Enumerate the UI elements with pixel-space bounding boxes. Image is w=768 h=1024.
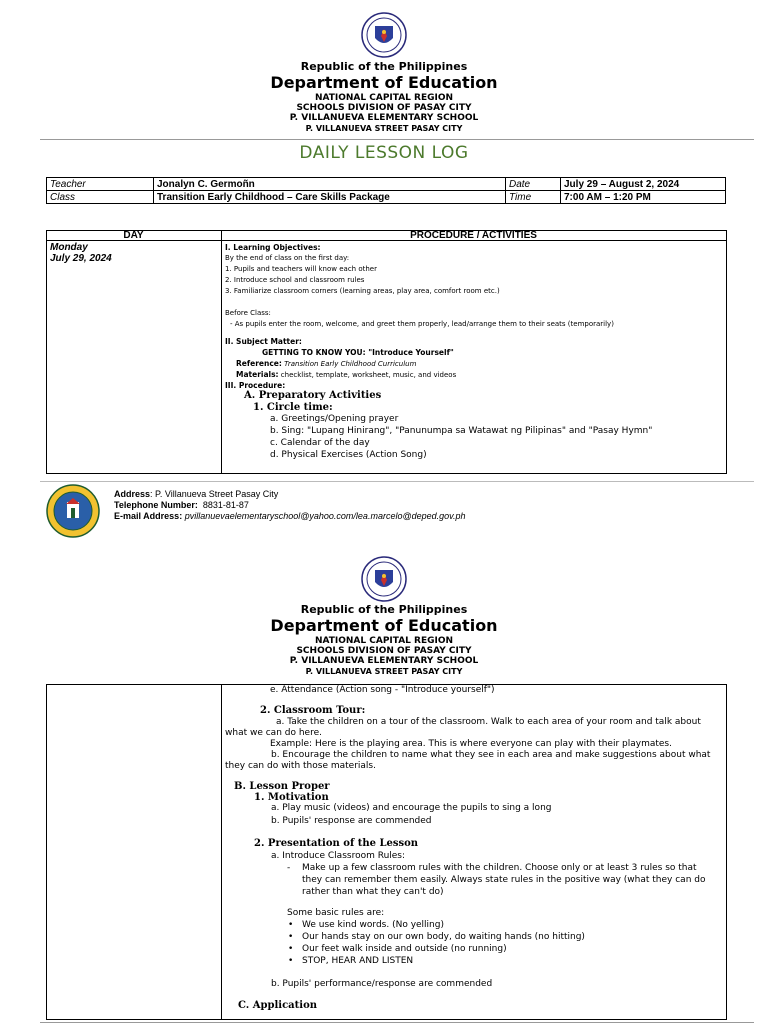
objective-2: 2. Introduce school and classroom rules — [225, 276, 365, 284]
date-value: July 29 – August 2, 2024 — [561, 178, 726, 191]
classroom-tour-title: 2. Classroom Tour: — [260, 705, 366, 716]
header-school-p2: P. VILLANUEVA ELEMENTARY SCHOOL — [289, 656, 479, 666]
bullet-icon: • — [288, 932, 294, 942]
phone-label: Telephone Number: — [114, 500, 198, 510]
deped-seal-icon — [361, 556, 407, 602]
bullet-icon: • — [288, 920, 294, 930]
tour-b-line1: b. Encourage the children to name what they see in each area and make suggestions about what — [271, 750, 711, 760]
motivation-a: a. Play music (videos) and encourage the pupils to sing a long — [271, 803, 552, 813]
header-department: Department of Education — [270, 73, 498, 92]
address-value: : P. Villanueva Street Pasay City — [150, 489, 279, 499]
preparatory-title: A. Preparatory Activities — [244, 390, 382, 401]
column-divider-p2 — [221, 684, 222, 1019]
rules-line2: they can remember them easily. Always state rules in the positive way (what they can do — [302, 875, 706, 885]
rule-2: Our hands stay on our own body, do waiting hands (no hitting) — [302, 932, 585, 942]
circle-item-a: a. Greetings/Opening prayer — [270, 414, 399, 424]
before-class-label: Before Class: — [225, 309, 271, 317]
circle-item-d: d. Physical Exercises (Action Song) — [270, 450, 427, 460]
presentation-a: a. Introduce Classroom Rules: — [271, 851, 406, 861]
rule-1: We use kind words. (No yelling) — [302, 920, 444, 930]
header-region-p2: NATIONAL CAPITAL REGION — [314, 636, 454, 646]
class-value: Transition Early Childhood – Care Skills Package — [154, 191, 506, 204]
header-school: P. VILLANUEVA ELEMENTARY SCHOOL — [289, 113, 479, 123]
rule-4: STOP, HEAR AND LISTEN — [302, 956, 414, 966]
application-title: C. Application — [238, 1000, 318, 1011]
email-value[interactable]: pvillanuevaelementaryschool@yahoo.com/lea.marcelo@deped.gov.ph — [184, 511, 466, 521]
class-label: Class — [47, 191, 154, 204]
circle-item-c: c. Calendar of the day — [270, 438, 370, 448]
header-region: NATIONAL CAPITAL REGION — [314, 93, 454, 103]
email-label: E-mail Address: — [114, 511, 183, 521]
header-street: P. VILLANUEVA STREET PASAY CITY — [305, 124, 463, 133]
rules-line3: rather than what they can't do) — [302, 887, 444, 897]
tour-a-line2: what we can do here. — [225, 728, 322, 738]
before-class-text: - As pupils enter the room, welcome, and greet them properly, lead/arrange them to their seats (temporarily) — [230, 320, 614, 328]
address-label: Address — [114, 489, 151, 499]
lesson-info-table — [46, 177, 726, 204]
teacher-label: Teacher — [47, 178, 154, 191]
date-label: Date — [506, 178, 561, 191]
rule-3: Our feet walk inside and outside (no running) — [302, 944, 507, 954]
objectives-intro: By the end of class on the first day: — [225, 254, 350, 262]
day-column-header: DAY — [123, 230, 144, 241]
circle-time-title: 1. Circle time: — [253, 402, 333, 413]
subject-title: II. Subject Matter: — [225, 337, 302, 346]
header-republic-p2: Republic of the Philippines — [300, 603, 468, 616]
basic-rules-intro: Some basic rules are: — [287, 908, 385, 918]
school-logo-icon — [46, 484, 100, 538]
teacher-value: Jonalyn C. Germoñn — [154, 178, 506, 191]
motivation-b: b. Pupils' response are commended — [271, 816, 432, 826]
header-street-p2: P. VILLANUEVA STREET PASAY CITY — [305, 667, 463, 676]
deped-seal-icon — [361, 12, 407, 58]
day-name: Monday — [50, 242, 88, 253]
page-bottom-rule — [40, 1022, 754, 1023]
time-value: 7:00 AM – 1:20 PM — [561, 191, 726, 204]
bullet-icon: • — [288, 956, 294, 966]
phone-value: 8831-81-87 — [202, 500, 249, 510]
objective-1: 1. Pupils and teachers will know each other — [225, 265, 377, 273]
materials-value: checklist, template, worksheet, music, and videos — [280, 371, 457, 379]
tour-a-line1: a. Take the children on a tour of the classroom. Walk to each area of your room and talk about — [276, 717, 701, 727]
header-division: SCHOOLS DIVISION OF PASAY CITY — [296, 103, 472, 113]
header-department-p2: Department of Education — [270, 616, 498, 635]
objectives-title: I. Learning Objectives: — [225, 243, 321, 252]
procedure-title: III. Procedure: — [225, 381, 286, 390]
subject-topic: GETTING TO KNOW YOU: "Introduce Yourself" — [262, 348, 454, 357]
header-division-p2: SCHOOLS DIVISION OF PASAY CITY — [296, 646, 472, 656]
presentation-b: b. Pupils' performance/response are commended — [271, 979, 493, 989]
day-date: July 29, 2024 — [50, 253, 112, 264]
rules-line1: Make up a few classroom rules with the children. Choose only or at least 3 rules so that — [302, 863, 697, 873]
reference-label: Reference: — [236, 359, 282, 368]
motivation-title: 1. Motivation — [254, 792, 329, 803]
column-divider — [221, 230, 222, 473]
header-divider — [40, 139, 754, 140]
objective-3: 3. Familiarize classroom corners (learning areas, play area, comfort room etc.) — [225, 287, 500, 295]
circle-item-b: b. Sing: "Lupang Hinirang", "Panunumpa sa Watawat ng Pilipinas" and "Pasay Hymn" — [270, 426, 653, 436]
bullet-icon: • — [288, 944, 294, 954]
header-republic: Republic of the Philippines — [300, 60, 468, 73]
procedure-column-header: PROCEDURE / ACTIVITIES — [410, 230, 537, 241]
tour-b-line2: they can do with those materials. — [225, 761, 376, 771]
presentation-title: 2. Presentation of the Lesson — [254, 838, 419, 849]
reference-value: Transition Early Childhood Curriculum — [284, 360, 417, 368]
footer-divider — [40, 481, 754, 482]
document-title: DAILY LESSON LOG — [299, 143, 469, 163]
tour-example: Example: Here is the playing area. This is where everyone can play with their playmates. — [270, 739, 672, 749]
time-label: Time — [506, 191, 561, 204]
attendance-item: e. Attendance (Action song - "Introduce yourself") — [270, 685, 495, 695]
lesson-proper-title: B. Lesson Proper — [234, 781, 330, 792]
materials-label: Materials: — [236, 370, 279, 379]
